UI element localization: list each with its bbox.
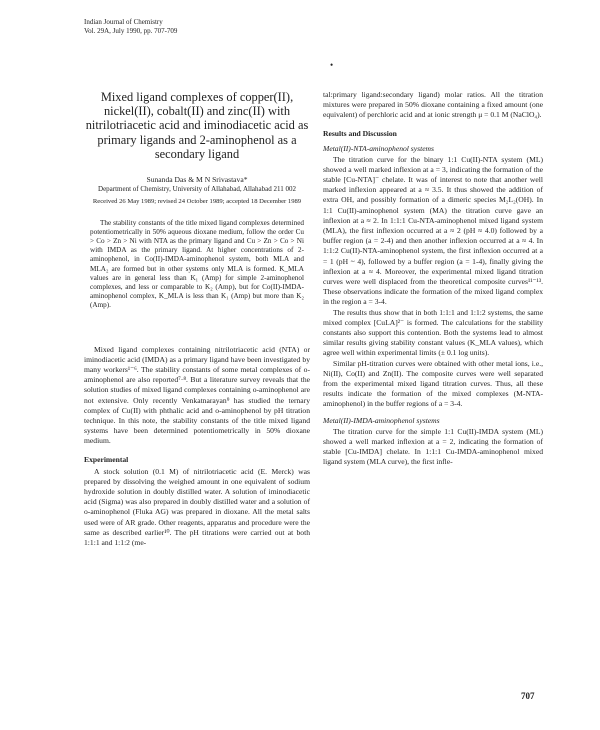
experimental-heading: Experimental [84,454,129,464]
ornament-dot: • [330,60,334,70]
results-heading: Results and Discussion [323,128,397,138]
received-dates: Received 26 May 1989; revised 24 October 1989; accepted 18 December 1989 [92,198,302,206]
subsection-imda: Metal(II)-IMDA-aminophenol systems [323,415,440,425]
page-number: 707 [521,691,535,701]
left-column [84,90,310,548]
volume-info: Vol. 29A, July 1990, pp. 707-709 [84,27,178,35]
results-paragraph-2: The results thus show that in both 1:1:1 and 1:1:2 systems, the same mixed complex [CuLA]²⁻ is formed. The calculations for the stability constants also support this contention. Both the systems lead to almost similar results giving stability constant values (K_MLA values), which agree well within experimental limits (± 0.1 log units). [323,307,543,358]
results-paragraph-3: Similar pH-titration curves were obtained with other metal ions, i.e., Ni(II), Co(II) and Zn(II). The composite curves were well separated from the experimental mixed ligand titration curves. Thus, all these results indicate the formation of the mixed complexes (M-NTA-aminophenol) in the buffer regions of a = 3-4. [323,358,543,409]
article-title: Mixed ligand complexes of copper(II), nickel(II), cobalt(II) and zinc(II) with nitrilotriacetic acid and iminodiacetic acid as primary ligands and 2-aminophenol as a secondary ligand [85,90,309,161]
journal-name: Indian Journal of Chemistry [84,18,163,26]
affiliation: Department of Chemistry, University of Allahabad, Allahabad 211 002 [98,185,296,194]
results-paragraph-1: The titration curve for the binary 1:1 Cu(II)-NTA system (ML) showed a well marked inflexion at a = 3, indicating the formation of the stable [Cu-NTA]⁻ chelate. It was of interest to note that another well marked inflexion appeared at a ≈ 3.5. It thus showed the addition of extra OH, and possibly formation of a dimeric species M₂L₂(OH). In 1:1 Cu(II)-aminophenol system (MA) the titration curve gave an inflexion at a ≈ 2. In 1:1:1 Cu-NTA-aminophenol mixed ligand system (MLA), the first inflexion occurred at a ≈ 2 (pH ≈ 4.0) followed by a buffer region (a = 2-4) and then another inflexion occurred at a ≈ 4. In 1:1:2 Cu(II)-NTA-aminophenol system, the first inflexion occurred at a = 1 (pH ~ 4), followed by a buffer region (a = 1-4), finally giving the inflexion at a ≈ 4. Moreover, the experimental mixed ligand titration curves were well displaced from the theoretical composite curves¹¹⁻¹³. These observations indicate the formation of the mixed ligand complex in the region a = 3-4. [323,154,543,307]
subsection-nta: Metal(II)-NTA-aminophenol systems [323,143,434,153]
authors: Sunanda Das & M N Srivastava* [146,175,248,185]
running-header [84,18,177,36]
right-column [323,90,543,468]
experimental-paragraph: A stock solution (0.1 M) of nitrilotriacetic acid (E. Merck) was prepared by dissolving the weighed amount in one equivalent of sodium hydroxide solution in doubly distilled water. A solution of iminodiacetic acid (Sigma) was also prepared in doubly distilled water and a solution of o-aminophenol (Fluka AG) was prepared in dioxane. All the metal salts used were of AR grade. Other reagents, apparatus and procedure were the same as described earlier¹⁰. The pH titrations were carried out at both 1:1:1 and 1:1:2 (me- [84,466,310,548]
continued-paragraph: tal:primary ligand:secondary ligand) molar ratios. All the titration mixtures were prepared in 50% dioxane containing a fixed amount (one equivalent) of perchloric acid and at ionic strength μ = 0.1 M (NaClO₄). [323,90,543,120]
abstract: The stability constants of the title mixed ligand complexes determined potentiometrically in 50% aqueous dioxane medium, follow the order Cu > Co > Zn > Ni with NTA as the primary ligand and Cu > Zn > Co > Ni with IMDA as the primary ligand. At higher concentrations of 2-aminophenol, in Co(II)-IMDA-aminophenol system, both MLA and MLA₂ are formed but in other systems only MLA is formed. K_MLA values are in general less than K₁ (Amp) for simple 2-aminophenol complexes, and less or comparable to K₂ (Amp), but for Co(II)-IMDA-aminophenol complex, K_MLA is less than K₁ (Amp) but more than K₂ (Amp). [90,218,304,310]
intro-paragraph: Mixed ligand complexes containing nitrilotriacetic acid (NTA) or iminodiacetic acid (IMDA) as a primary ligand have been investigated by many workers¹⁻⁶. The stability constants of some metal complexes of o-aminophenol are also reported⁷·⁸. But a literature survey reveals that the solution studies of mixed ligand complexes containing o-aminophenol are not extensive. Only recently Venkatnarayan⁹ has studied the ternary complex of Cu(II) with phthalic acid and o-aminophenol by pH titration technique. In this note, the stability constants of the title mixed ligand systems have been determined potentiometrically in 50% dioxane medium. [84,344,310,446]
results-paragraph-4: The titration curve for the simple 1:1 Cu(II)-IMDA system (ML) showed a well marked inflexion at a = 2, indicating the formation of stable [Cu-IMDA] chelate. In 1:1:1 Cu-IMDA-aminophenol mixed ligand system (MLA curve), the first infle- [323,426,543,467]
